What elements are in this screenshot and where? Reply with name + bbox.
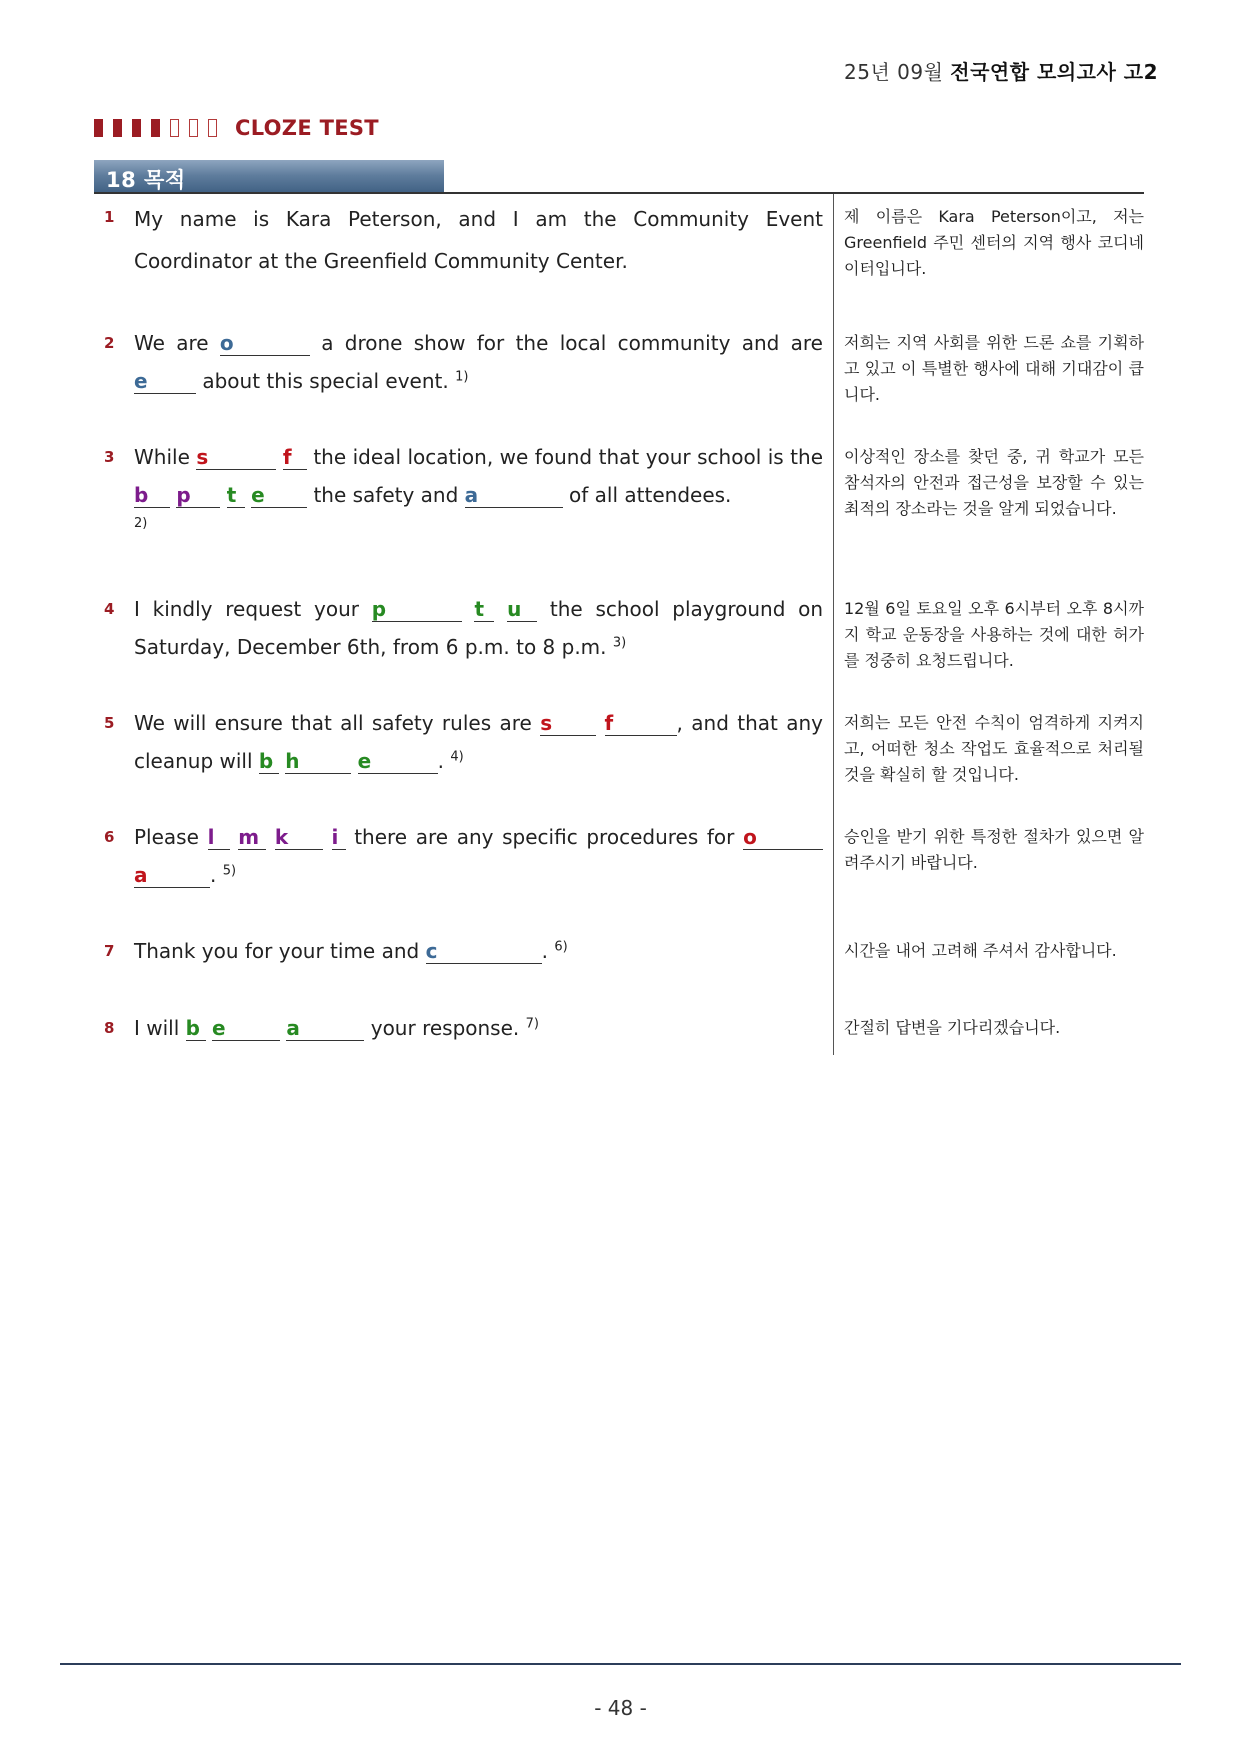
sentence-text: of all attendees. xyxy=(569,483,732,507)
header-title: 전국연합 모의고사 고2 xyxy=(950,60,1158,84)
blank-field[interactable]: l xyxy=(208,826,230,850)
korean-translation: 저희는 지역 사회를 위한 드론 쇼를 기획하고 있고 이 특별한 행사에 대해 기대감이 큽니다. xyxy=(844,333,1144,404)
hollow-mark-icon xyxy=(170,119,179,137)
sentence-text: the safety and xyxy=(313,483,459,507)
decorative-marks xyxy=(94,119,217,137)
sentence-number: 3 xyxy=(104,448,115,466)
english-sentence xyxy=(134,586,834,700)
english-sentence xyxy=(134,320,834,434)
blank-field[interactable]: a xyxy=(134,864,210,888)
hollow-mark-icon xyxy=(208,119,217,137)
blank-field[interactable]: a xyxy=(465,484,563,508)
english-sentence xyxy=(134,1005,834,1055)
sentence-text: there are any specific procedures for xyxy=(354,825,735,849)
korean-translation: 이상적인 장소를 찾던 중, 귀 학교가 모든 참석자의 안전과 접근성을 보장할 수 있는 최적의 장소라는 것을 알게 되었습니다. xyxy=(844,447,1144,518)
sentence-table xyxy=(94,194,1144,1055)
sentence-number: 6 xyxy=(104,828,115,846)
english-sentence xyxy=(134,434,834,586)
blank-field[interactable]: b xyxy=(259,750,279,774)
korean-translation: 저희는 모든 안전 수칙이 엄격하게 지켜지고, 어떠한 청소 작업도 효율적으로 처리될 것을 확실히 할 것입니다. xyxy=(844,713,1144,784)
hollow-mark-icon xyxy=(189,119,198,137)
blank-field[interactable]: f xyxy=(605,712,677,736)
blank-field[interactable]: s xyxy=(196,446,276,470)
sentence-row xyxy=(94,434,1144,586)
sentence-text: . xyxy=(210,863,217,887)
blank-field[interactable]: e xyxy=(358,750,438,774)
korean-translation: 승인을 받기 위한 특정한 절차가 있으면 알려주시기 바랍니다. xyxy=(844,827,1144,872)
sentence-number: 7 xyxy=(104,942,115,960)
blank-field[interactable]: o xyxy=(220,332,310,356)
blank-field[interactable]: k xyxy=(275,826,323,850)
square-mark-icon xyxy=(113,119,122,137)
blank-field[interactable]: i xyxy=(332,826,346,850)
blank-field[interactable]: p xyxy=(372,598,462,622)
square-mark-icon xyxy=(132,119,141,137)
sentence-text: your response. xyxy=(370,1016,520,1040)
blank-field[interactable]: s xyxy=(540,712,596,736)
sentence-text: My name is Kara Peterson, and I am the Community Event Coordinator at the Greenfield Community Center. xyxy=(134,207,823,273)
sentence-text: . xyxy=(437,749,444,773)
blank-field[interactable]: h xyxy=(285,750,351,774)
sentence-row xyxy=(94,814,1144,928)
sentence-text: Thank you for your time and xyxy=(134,939,420,963)
blank-field[interactable]: f xyxy=(283,446,307,470)
sentence-row xyxy=(94,586,1144,700)
sentence-number: 2 xyxy=(104,334,115,352)
english-sentence xyxy=(134,700,834,814)
korean-translation: 간절히 답변을 기다리겠습니다. xyxy=(844,1018,1061,1037)
footnote-ref: 5) xyxy=(222,863,237,879)
square-mark-icon xyxy=(94,119,103,137)
footnote-ref: 7) xyxy=(525,1016,539,1032)
section-label: CLOZE TEST xyxy=(235,116,379,140)
sentence-text: Please xyxy=(134,825,199,849)
sentence-text: about this special event. xyxy=(202,369,449,393)
sentence-text: , and that any cleanup will xyxy=(134,711,823,773)
blank-field[interactable]: e xyxy=(212,1017,280,1041)
blank-field[interactable]: e xyxy=(251,484,307,508)
header-prefix: 25년 09월 xyxy=(844,60,944,84)
korean-translation: 12월 6일 토요일 오후 6시부터 오후 8시까지 학교 운동장을 사용하는 것에 대한 허가를 정중히 요청드립니다. xyxy=(844,599,1144,670)
sentence-text: . xyxy=(541,939,548,963)
sentence-row xyxy=(94,194,1144,320)
sentence-text: I kindly request your xyxy=(134,597,359,621)
footnote-ref: 3) xyxy=(612,635,627,651)
sentence-row xyxy=(94,928,1144,1005)
blank-field[interactable]: a xyxy=(286,1017,364,1041)
sentence-text: the ideal location, we found that your school is the xyxy=(313,445,824,469)
sentence-text: We will ensure that all safety rules are xyxy=(134,711,532,735)
sentence-text: a drone show for the local community and are xyxy=(321,331,823,355)
sentence-row xyxy=(94,1005,1144,1055)
sentence-row xyxy=(94,320,1144,434)
sentence-text: We are xyxy=(134,331,209,355)
english-sentence xyxy=(134,814,834,928)
section-title xyxy=(94,116,379,140)
blank-field[interactable]: o xyxy=(743,826,823,850)
sentence-number: 4 xyxy=(104,600,115,618)
blank-field[interactable]: p xyxy=(176,484,220,508)
page-header xyxy=(844,56,1158,85)
blank-field[interactable]: b xyxy=(186,1017,206,1041)
sentence-row xyxy=(94,700,1144,814)
footer-divider xyxy=(60,1663,1181,1665)
blank-field[interactable]: t xyxy=(474,598,494,622)
sentence-number: 1 xyxy=(104,208,115,226)
blank-field[interactable]: m xyxy=(238,826,266,850)
footnote-ref: 6) xyxy=(554,939,568,955)
footnote-ref: 4) xyxy=(450,749,464,765)
question-bar: 18 목적 xyxy=(94,160,444,194)
blank-field[interactable]: t xyxy=(227,484,245,508)
blank-field[interactable]: e xyxy=(134,370,196,394)
sentence-number: 8 xyxy=(104,1019,115,1037)
blank-field[interactable]: u xyxy=(507,598,537,622)
square-mark-icon xyxy=(151,119,160,137)
korean-translation: 제 이름은 Kara Peterson이고, 저는 Greenfield 주민 센터의 지역 행사 코디네이터입니다. xyxy=(844,207,1144,278)
sentence-text: While xyxy=(134,445,190,469)
english-sentence xyxy=(134,928,834,1005)
footnote-ref: 1) xyxy=(455,369,469,385)
blank-field[interactable]: b xyxy=(134,484,170,508)
footnote-ref: 2) xyxy=(134,516,148,531)
sentence-number: 5 xyxy=(104,714,115,732)
korean-translation: 시간을 내어 고려해 주셔서 감사합니다. xyxy=(844,941,1117,960)
blank-field[interactable]: c xyxy=(426,940,542,964)
page-number: - 48 - xyxy=(594,1696,647,1720)
english-sentence xyxy=(134,194,834,320)
sentence-text: the school playground on Saturday, December 6th, from 6 p.m. to 8 p.m. xyxy=(134,597,824,659)
sentence-text: I will xyxy=(134,1016,180,1040)
